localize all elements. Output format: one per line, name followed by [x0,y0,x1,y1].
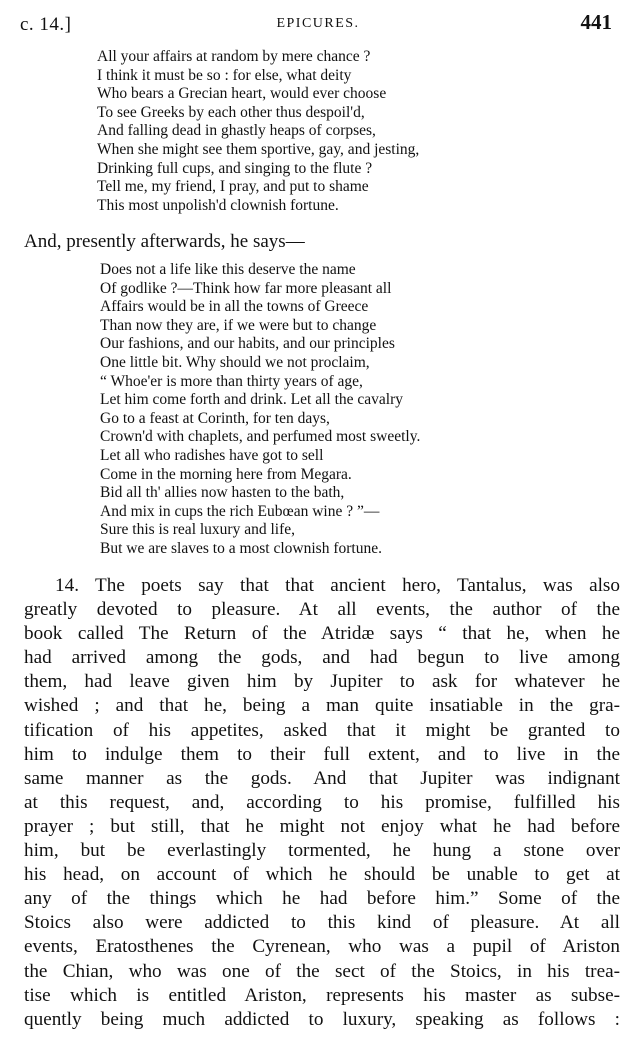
prose-line: Stoics also were addicted to this kind of pleasure. At all [24,912,620,934]
running-title: EPICURES. [276,16,360,31]
prose-line: prayer ; but still, that he might not enjoy what he had before [24,815,620,837]
verse-line: Let all who radishes have got to sell [100,446,324,464]
verse-line: And falling dead in ghastly heaps of corpses, [97,122,376,140]
verse-line: To see Greeks by each other thus despoil'd, [97,103,365,121]
verse-line: Bid all th' allies now hasten to the bath, [100,484,345,502]
verse-line: I think it must be so : for else, what deity [97,66,352,84]
verse-line: But we are slaves to a most clownish fortune. [100,539,382,557]
prose-line: at this request, and, according to his promise, fulfilled his [24,791,620,813]
verse-line: And mix in cups the rich Eubœan wine ? ”— [100,502,380,520]
prose-line: the Chian, who was one of the sect of the Stoics, in his trea- [24,960,620,982]
verse-quotation-two [100,261,570,559]
verse-line: Let him come forth and drink. Let all the cavalry [100,391,403,409]
running-header [20,10,616,40]
verse-line: Go to a feast at Corinth, for ten days, [100,409,330,427]
verse-line: Does not a life like this deserve the name [100,261,356,278]
verse-line: Come in the morning here from Megara. [100,465,352,483]
verse-line: Of godlike ?—Think how far more pleasant all [100,279,392,297]
verse-line: Than now they are, if we were but to change [100,316,377,334]
intro-line: And, presently afterwards, he says— [24,231,305,252]
verse-line: Tell me, my friend, I pray, and put to shame [97,178,369,196]
verse-line: Drinking full cups, and singing to the flute ? [97,159,373,177]
prose-line: tification of his appetites, asked that it might be granted to [24,719,620,741]
prose-line: them, had leave given him by Jupiter to ask for whatever he [24,671,620,693]
prose-line: quently being much addicted to luxury, speaking as follows : [24,1008,620,1030]
page-number: 441 [580,10,612,34]
verse-line: Sure this is real luxury and life, [100,521,295,539]
prose-line: greatly devoted to pleasure. At all events, the author of the [24,599,620,621]
prose-line: him, but be everlastingly tormented, he hung a stone over [24,840,620,862]
prose-line: had arrived among the gods, and had begun to live among [24,647,620,669]
verse-line: All your affairs at random by mere chance ? [97,48,371,65]
verse-line: “ Whoe'er is more than thirty years of age, [100,372,363,390]
prose-line: tise which is entitled Ariston, represents his master as subse- [24,984,620,1006]
prose-line: wished ; and that he, being a man quite insatiable in the gra- [24,695,620,717]
chapter-reference: c. 14.] [20,14,72,35]
prose-paragraph-14 [24,574,620,1032]
verse-line: Crown'd with chaplets, and perfumed most sweetly. [100,428,421,446]
prose-line: same manner as the gods. And that Jupiter was indignant [24,767,620,789]
prose-line: his head, on account of which he should be unable to get at [24,864,620,886]
prose-line: 14. The poets say that that ancient hero, Tantalus, was also [55,575,620,596]
prose-line: book called The Return of the Atridæ says “ that he, when he [24,623,620,645]
prose-line: him to indulge them to their full extent, and to live in the [24,743,620,765]
verse-line: One little bit. Why should we not proclaim, [100,353,370,371]
verse-line: This most unpolish'd clownish fortune. [97,196,339,214]
verse-line: When she might see them sportive, gay, and jesting, [97,140,420,158]
verse-line: Affairs would be in all the towns of Greece [100,298,369,316]
verse-line: Who bears a Grecian heart, would ever choose [97,85,387,103]
prose-line: any of the things which he had before him.” Some of the [24,888,620,910]
prose-line: events, Eratosthenes the Cyrenean, who was a pupil of Ariston [24,936,620,958]
verse-line: Our fashions, and our habits, and our principles [100,335,395,353]
verse-quotation-one [97,48,567,215]
